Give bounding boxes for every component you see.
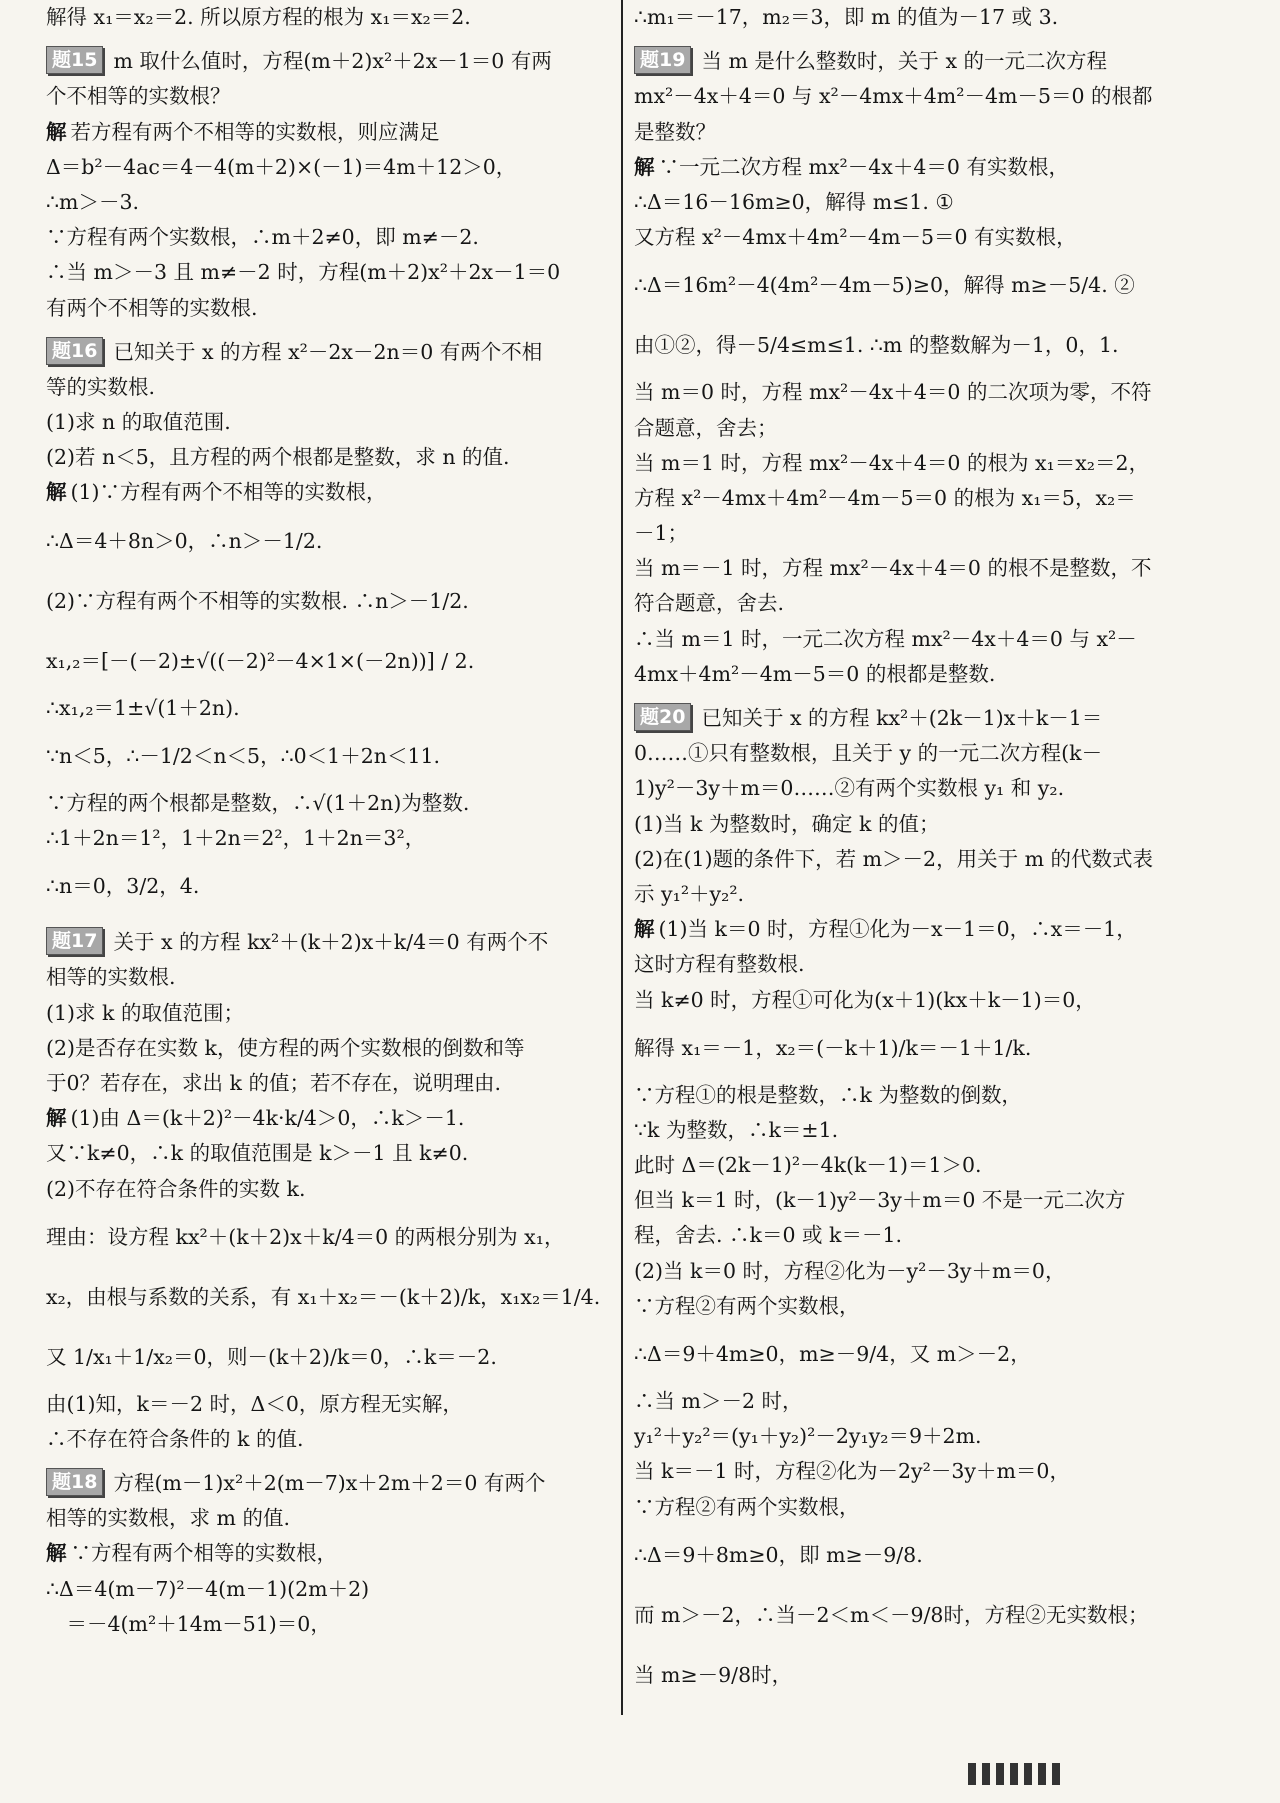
text-line <box>46 1572 608 1607</box>
line-text: ∵n＜5，∴－1/2＜n＜5，∴0＜1＋2n＜11. <box>46 743 441 768</box>
text-line <box>634 115 1200 150</box>
line-text: (1)当 k＝0 时，方程①化为－x－1＝0，∴x＝－1， <box>658 917 1137 942</box>
solution-label: 解 <box>46 1541 67 1566</box>
line-text: 相等的实数根. <box>46 965 176 990</box>
spacer <box>46 916 608 925</box>
problem-number-badge: 题16 <box>46 337 103 365</box>
text-line <box>634 220 1200 255</box>
line-text: (2)是否存在实数 k，使方程的两个实数根的倒数和等 <box>46 1035 525 1060</box>
solution-start <box>46 1101 608 1136</box>
text-line <box>46 1327 608 1387</box>
line-text: 由①②，得－5/4≤m≤1. ∴m 的整数解为－1，0，1. <box>634 333 1119 358</box>
solution-start <box>46 115 608 150</box>
line-text: ＝－4(m²＋14m－51)＝0， <box>46 1611 331 1636</box>
line-text: mx²－4x＋4＝0 与 x²－4mx＋4m²－4m－5＝0 的根都 <box>634 84 1153 109</box>
text-line <box>46 631 608 691</box>
text-line <box>634 947 1200 982</box>
text-line <box>634 1454 1200 1489</box>
solution-start <box>634 150 1200 185</box>
text-line <box>46 405 608 440</box>
line-text: 当 k＝－1 时，方程②化为－2y²－3y＋m＝0， <box>634 1459 1070 1484</box>
problem-statement <box>46 925 608 960</box>
solution-label: 解 <box>46 480 67 505</box>
spacer <box>46 35 608 44</box>
solution-label: 解 <box>634 917 655 942</box>
text-line <box>46 1387 608 1422</box>
text-line <box>46 1422 608 1457</box>
line-text: ∴1＋2n＝1²，1＋2n＝2²，1＋2n＝3²， <box>46 826 426 850</box>
solution-start <box>46 475 608 510</box>
line-text: ∵方程②有两个实数根， <box>634 1293 860 1318</box>
line-text: 方程 x²－4mx＋4m²－4m－5＝0 的根为 x₁＝5，x₂＝ <box>634 485 1136 510</box>
line-text: 4mx＋4m²－4m－5＝0 的根都是整数. <box>634 661 996 686</box>
line-text: (1)当 k 为整数时，确定 k 的值； <box>634 811 940 836</box>
line-text: 有两个不相等的实数根. <box>46 295 258 320</box>
text-line <box>46 996 608 1031</box>
line-text: 这时方程有整数根. <box>634 952 805 977</box>
problem-number-badge: 题20 <box>634 703 691 731</box>
problem-statement <box>634 44 1200 79</box>
problem-number-badge: 题17 <box>46 927 103 955</box>
line-text: 0……①只有整数根，且关于 y 的一元二次方程(k－ <box>634 741 1103 766</box>
line-text: 当 m＝－1 时，方程 mx²－4x＋4＝0 的根不是整数，不 <box>634 556 1152 581</box>
line-text: ∴Δ＝9＋8m≥0，即 m≥－9/8. <box>634 1542 923 1567</box>
line-text: ∴Δ＝4＋8n＞0，∴n＞－1/2. <box>46 528 323 553</box>
text-line <box>46 691 608 726</box>
text-line <box>46 291 608 326</box>
text-line <box>634 1419 1200 1454</box>
line-text: 示 y₁²＋y₂². <box>634 881 745 906</box>
line-text: ∵k 为整数，∴k＝±1. <box>634 1117 839 1142</box>
line-text: 解得 x₁＝x₂＝2. 所以原方程的根为 x₁＝x₂＝2. <box>46 5 471 29</box>
problem-statement <box>634 701 1200 736</box>
text-line <box>634 551 1200 586</box>
line-text: 已知关于 x 的方程 kx²＋(2k－1)x＋k－1＝ <box>701 706 1103 730</box>
line-text: ∵方程的两个根都是整数，∴√(1＋2n)为整数. <box>46 790 470 815</box>
line-text: 合题意，舍去； <box>634 415 778 440</box>
line-text: (1)求 n 的取值范围. <box>46 410 231 435</box>
line-text: 当 m 是什么整数时，关于 x 的一元二次方程 <box>701 49 1108 74</box>
line-text: 关于 x 的方程 kx²＋(k＋2)x＋k/4＝0 有两个不 <box>113 930 549 955</box>
text-line <box>634 1218 1200 1253</box>
line-text: 又∵k≠0，∴k 的取值范围是 k＞－1 且 k≠0. <box>46 1141 469 1166</box>
line-text: ∴Δ＝16m²－4(4m²－4m－5)≥0，解得 m≥－5/4. ② <box>634 273 1135 298</box>
line-text: (1)由 Δ＝(k＋2)²－4k·k/4＞0，∴k＞－1. <box>70 1106 465 1131</box>
text-line <box>46 370 608 405</box>
spacer <box>46 326 608 335</box>
text-line <box>46 1172 608 1207</box>
text-line <box>46 726 608 786</box>
line-text: 由(1)知，k＝－2 时，Δ＜0，原方程无实解， <box>46 1391 463 1416</box>
solution-label: 解 <box>46 1106 67 1131</box>
line-text: ∴Δ＝4(m－7)²－4(m－1)(2m＋2) <box>46 1576 370 1601</box>
spacer <box>46 1457 608 1466</box>
text-line <box>634 516 1200 551</box>
text-line <box>634 315 1200 375</box>
line-text: ∴x₁,₂＝1±√(1＋2n). <box>46 695 240 720</box>
text-line <box>46 1501 608 1536</box>
line-text: ∴当 m＝1 时，一元二次方程 mx²－4x＋4＝0 与 x²－ <box>634 626 1137 651</box>
line-text: 又方程 x²－4mx＋4m²－4m－5＝0 有实数根， <box>634 225 1077 250</box>
problem-number-badge: 题18 <box>46 1468 103 1496</box>
line-text: ∴m₁＝－17，m₂＝3，即 m 的值为－17 或 3. <box>634 5 1059 29</box>
text-line <box>46 511 608 571</box>
line-text: 此时 Δ＝(2k－1)²－4k(k－1)＝1＞0. <box>634 1153 982 1178</box>
line-text: (2)不存在符合条件的实数 k. <box>46 1176 306 1201</box>
left-column <box>46 0 608 1642</box>
line-text: 程，舍去. ∴k＝0 或 k＝－1. <box>634 1223 903 1248</box>
line-text: y₁²＋y₂²＝(y₁＋y₂)²－2y₁y₂＝9＋2m. <box>634 1424 982 1449</box>
text-line <box>634 185 1200 220</box>
line-text: 已知关于 x 的方程 x²－2x－2n＝0 有两个不相 <box>113 339 543 364</box>
line-text: 等的实数根. <box>46 374 156 399</box>
problem-statement <box>46 44 608 79</box>
line-text: ∵一元二次方程 mx²－4x＋4＝0 有实数根， <box>658 154 1069 179</box>
line-text: 是整数？ <box>634 119 716 144</box>
text-line <box>634 446 1200 481</box>
text-line <box>46 571 608 631</box>
text-line <box>634 1384 1200 1419</box>
line-text: (2)若 n＜5，且方程的两个根都是整数，求 n 的值. <box>46 445 510 470</box>
line-text: x₂，由根与系数的关系，有 x₁＋x₂＝－(k＋2)/k，x₁x₂＝1/4. <box>46 1284 601 1309</box>
text-line <box>634 1183 1200 1218</box>
text-line <box>634 657 1200 692</box>
right-column <box>634 0 1200 1705</box>
line-text: ∴m＞－3. <box>46 189 140 214</box>
text-line <box>46 150 608 185</box>
text-line <box>634 481 1200 516</box>
line-text: ∴Δ＝16－16m≥0，解得 m≤1. ① <box>634 189 954 214</box>
line-text: 相等的实数根，求 m 的值. <box>46 1506 290 1531</box>
text-line <box>46 1267 608 1327</box>
line-text: 当 k≠0 时，方程①可化为(x＋1)(kx＋k－1)＝0， <box>634 987 1096 1012</box>
problem-statement <box>46 335 608 370</box>
text-line <box>634 983 1200 1018</box>
problem-statement <box>46 1466 608 1501</box>
text-line <box>634 1254 1200 1289</box>
text-line <box>634 0 1200 35</box>
text-line <box>634 877 1200 912</box>
text-line <box>46 255 608 290</box>
solution-start <box>46 1536 608 1571</box>
solution-label: 解 <box>634 154 655 179</box>
text-line <box>634 79 1200 114</box>
text-line <box>634 1525 1200 1585</box>
line-text: ∵方程②有两个实数根， <box>634 1494 860 1519</box>
text-line <box>46 856 608 916</box>
line-text: (1)求 k 的取值范围； <box>46 1000 244 1025</box>
line-text: 解得 x₁＝－1，x₂＝(－k＋1)/k＝－1＋1/k. <box>634 1035 1032 1060</box>
line-text: ∴n＝0，3/2，4. <box>46 874 200 899</box>
text-line <box>46 1031 608 1066</box>
text-line <box>634 375 1200 410</box>
line-text: 理由：设方程 kx²＋(k＋2)x＋k/4＝0 的两根分别为 x₁， <box>46 1224 565 1249</box>
line-text: 当 m＝0 时，方程 mx²－4x＋4＝0 的二次项为零，不符 <box>634 380 1152 405</box>
problem-number-badge: 题15 <box>46 46 103 74</box>
line-text: ∵方程①的根是整数，∴k 为整数的倒数， <box>634 1082 1022 1107</box>
text-line <box>46 220 608 255</box>
line-text: 1)y²－3y＋m＝0……②有两个实数根 y₁ 和 y₂. <box>634 776 1065 801</box>
line-text: 当 m＝1 时，方程 mx²－4x＋4＝0 的根为 x₁＝x₂＝2， <box>634 450 1150 475</box>
line-text: －1； <box>634 521 689 546</box>
text-line <box>46 821 608 856</box>
text-line <box>634 411 1200 446</box>
text-line <box>46 0 608 35</box>
line-text: Δ＝b²－4ac＝4－4(m＋2)×(－1)＝4m＋12＞0， <box>46 154 517 179</box>
line-text: x₁,₂＝[－(－2)±√((－2)²－4×1×(－2n))] / 2. <box>46 648 475 673</box>
text-line <box>634 1113 1200 1148</box>
text-line <box>46 1607 608 1642</box>
text-line <box>46 185 608 220</box>
problem-number-badge: 题19 <box>634 46 691 74</box>
line-text: 于0？若存在，求出 k 的值；若不存在，说明理由. <box>46 1070 502 1095</box>
line-text: 当 m≥－9/8时， <box>634 1662 793 1687</box>
line-text: ∴Δ＝9＋4m≥0，m≥－9/4，又 m＞－2， <box>634 1342 1031 1366</box>
text-line <box>46 960 608 995</box>
line-text: ∴当 m＞－2 时， <box>634 1389 803 1413</box>
text-line <box>634 1018 1200 1078</box>
column-divider <box>621 0 623 1715</box>
text-line <box>634 1289 1200 1324</box>
text-line <box>634 255 1200 315</box>
text-line <box>634 1490 1200 1525</box>
text-line <box>634 1645 1200 1705</box>
text-line <box>46 79 608 114</box>
line-text: 但当 k＝1 时，(k－1)y²－3y＋m＝0 不是一元二次方 <box>634 1188 1126 1213</box>
line-text: 个不相等的实数根？ <box>46 84 231 109</box>
solution-label: 解 <box>46 119 67 144</box>
line-text: 方程(m－1)x²＋2(m－7)x＋2m＋2＝0 有两个 <box>113 1471 546 1496</box>
text-line <box>634 842 1200 877</box>
line-text: (2)在(1)题的条件下，若 m＞－2，用关于 m 的代数式表 <box>634 846 1154 871</box>
text-line <box>634 1324 1200 1384</box>
line-text: ∴当 m＞－3 且 m≠－2 时，方程(m＋2)x²＋2x－1＝0 <box>46 260 561 285</box>
line-text: ∵方程有两个实数根，∴m＋2≠0，即 m≠－2. <box>46 225 479 250</box>
text-line <box>46 1136 608 1171</box>
line-text: 而 m＞－2，∴当－2＜m＜－9/8时，方程②无实数根； <box>634 1602 1149 1627</box>
line-text: (1)∵方程有两个不相等的实数根， <box>70 480 387 505</box>
text-line <box>46 1207 608 1267</box>
page-footer-mark <box>968 1763 1086 1787</box>
text-line <box>634 1148 1200 1183</box>
solution-start <box>634 912 1200 947</box>
spacer <box>634 35 1200 44</box>
line-text: 若方程有两个不相等的实数根，则应满足 <box>70 119 440 144</box>
text-line <box>634 586 1200 621</box>
line-text: ∵方程有两个相等的实数根， <box>70 1541 337 1566</box>
text-line <box>634 622 1200 657</box>
text-line <box>634 771 1200 806</box>
line-text: 符合题意，舍去. <box>634 591 785 616</box>
text-line <box>634 1078 1200 1113</box>
line-text: m 取什么值时，方程(m＋2)x²＋2x－1＝0 有两 <box>113 49 552 74</box>
text-line <box>634 736 1200 771</box>
line-text: 又 1/x₁＋1/x₂＝0，则－(k＋2)/k＝0，∴k＝－2. <box>46 1344 497 1369</box>
line-text: (2)∵方程有两个不相等的实数根. ∴n＞－1/2. <box>46 588 469 613</box>
line-text: (2)当 k＝0 时，方程②化为－y²－3y＋m＝0， <box>634 1258 1066 1283</box>
spacer <box>634 692 1200 701</box>
text-line <box>634 807 1200 842</box>
text-line <box>46 786 608 821</box>
line-text: ∴不存在符合条件的 k 的值. <box>46 1426 304 1451</box>
text-line <box>46 440 608 475</box>
text-line <box>46 1066 608 1101</box>
text-line <box>634 1585 1200 1645</box>
